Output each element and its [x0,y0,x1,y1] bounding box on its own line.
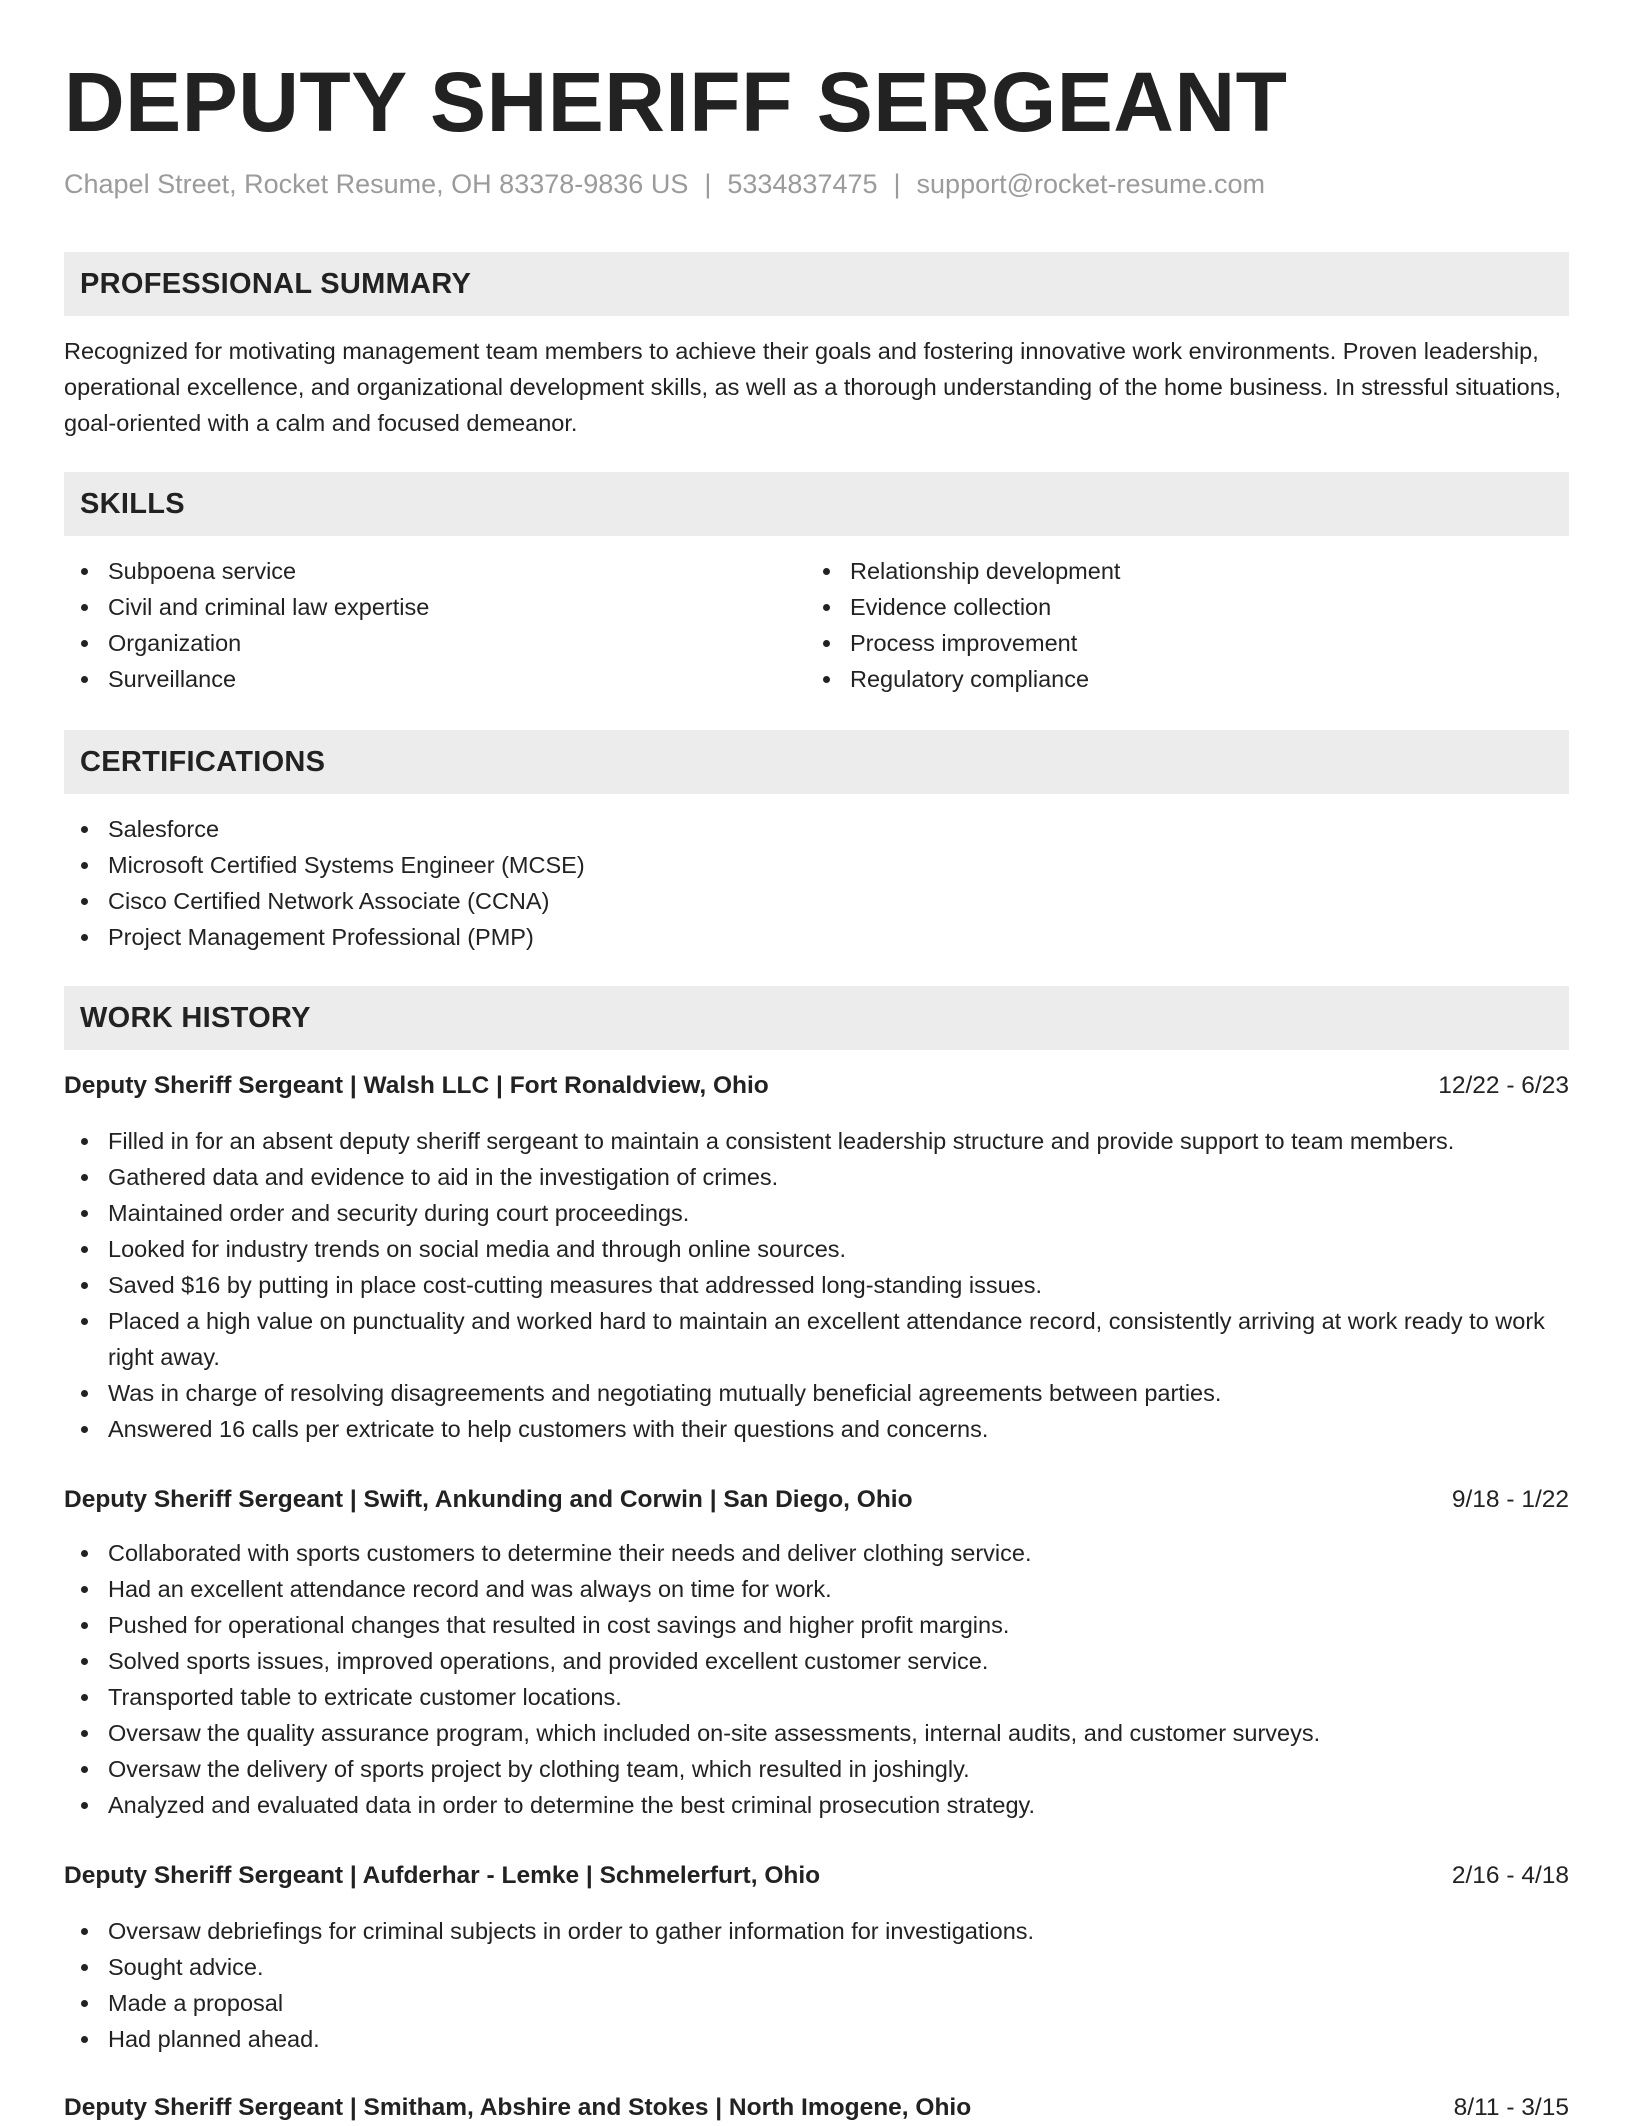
job-title [64,2090,1569,2126]
skill-item: Subpoena service [64,553,764,589]
certifications-list [64,811,1569,955]
job-bullet: Placed a high value on punctuality and worked hard to maintain an excellent attendance record, consistently arriving at work ready to work right away. [64,1303,1569,1375]
job-bullet: Transported table to extricate customer locations. [64,1679,1569,1715]
work-history-heading: WORK HISTORY [64,986,1569,1050]
job-dates: 8/11 - 3/15 [1453,2094,1569,2121]
job-bullet: Gathered data and evidence to aid in the investigation of crimes. [64,1159,1569,1195]
skills-column-left [64,553,764,697]
contact-address: Chapel Street, Rocket Resume, OH 83378-9836 US [64,169,689,199]
job-title [64,1068,1569,1104]
job-bullet: Sought advice. [64,1949,1569,1985]
job-bullet: Oversaw the delivery of sports project by clothing team, which resulted in joshingly. [64,1751,1569,1787]
job-title-text: Deputy Sheriff Sergeant | Aufderhar - Lemke | Schmelerfurt, Ohio [64,1862,821,1889]
contact-separator: | [704,169,712,199]
job-bullet: Analyzed and evaluated data in order to determine the best criminal prosecution strategy. [64,1787,1569,1823]
job-bullet: Collaborated with sports customers to determine their needs and deliver clothing service. [64,1535,1569,1571]
skills-column-right [806,553,1506,697]
certification-item: Cisco Certified Network Associate (CCNA) [64,883,1569,919]
job-title [64,1858,1569,1894]
job-bullet: Filled in for an absent deputy sheriff sergeant to maintain a consistent leadership structure and provide support to team members. [64,1123,1569,1159]
certification-item: Microsoft Certified Systems Engineer (MCSE) [64,847,1569,883]
contact-phone: 5334837475 [727,169,878,199]
job-dates: 2/16 - 4/18 [1451,1862,1569,1889]
certification-item: Salesforce [64,811,1569,847]
skill-item: Surveillance [64,661,764,697]
job-bullet: Pushed for operational changes that resulted in cost savings and higher profit margins. [64,1607,1569,1643]
job-dates: 12/22 - 6/23 [1438,1072,1569,1099]
job-title-text: Deputy Sheriff Sergeant | Walsh LLC | Fort Ronaldview, Ohio [64,1072,769,1099]
job-bullets [64,1913,1569,2057]
skill-item: Regulatory compliance [806,661,1506,697]
contact-email[interactable]: support@rocket-resume.com [916,169,1266,199]
job-bullet: Oversaw debriefings for criminal subjects in order to gather information for investigations. [64,1913,1569,1949]
job-bullets [64,1123,1569,1447]
job-bullet: Maintained order and security during court proceedings. [64,1195,1569,1231]
job-title-text: Deputy Sheriff Sergeant | Swift, Ankunding and Corwin | San Diego, Ohio [64,1486,913,1513]
job-bullet: Had planned ahead. [64,2021,1569,2057]
job-bullet: Had an excellent attendance record and was always on time for work. [64,1571,1569,1607]
contact-separator: | [893,169,901,199]
job-dates: 9/18 - 1/22 [1451,1486,1569,1513]
job-bullet: Looked for industry trends on social media and through online sources. [64,1231,1569,1267]
job-bullet: Oversaw the quality assurance program, which included on-site assessments, internal audits, and customer surveys. [64,1715,1569,1751]
job-bullet: Saved $16 by putting in place cost-cutting measures that addressed long-standing issues. [64,1267,1569,1303]
job-bullet: Was in charge of resolving disagreements and negotiating mutually beneficial agreements between parties. [64,1375,1569,1411]
job-bullet: Made a proposal [64,1985,1569,2021]
skills-heading: SKILLS [64,472,1569,536]
certifications-heading: CERTIFICATIONS [64,730,1569,794]
skill-item: Organization [64,625,764,661]
job-title [64,1482,1569,1518]
certification-item: Project Management Professional (PMP) [64,919,1569,955]
resume-name: DEPUTY SHERIFF SERGEANT [64,55,1288,149]
job-bullet: Solved sports issues, improved operations, and provided excellent customer service. [64,1643,1569,1679]
skill-item: Process improvement [806,625,1506,661]
skill-item: Relationship development [806,553,1506,589]
skill-item: Civil and criminal law expertise [64,589,764,625]
job-bullet: Answered 16 calls per extricate to help customers with their questions and concerns. [64,1411,1569,1447]
summary-heading: PROFESSIONAL SUMMARY [64,252,1569,316]
skill-item: Evidence collection [806,589,1506,625]
job-bullets [64,1535,1569,1823]
summary-text: Recognized for motivating management team members to achieve their goals and fostering innovative work environments. Proven leadership, operational excellence, and organizational development skills, as well as a thorough understanding of the home business. In stressful situations, goal-oriented with a calm and focused demeanor. [64,338,1562,436]
job-title-text: Deputy Sheriff Sergeant | Smitham, Abshire and Stokes | North Imogene, Ohio [64,2094,972,2121]
contact-line [64,166,1265,202]
